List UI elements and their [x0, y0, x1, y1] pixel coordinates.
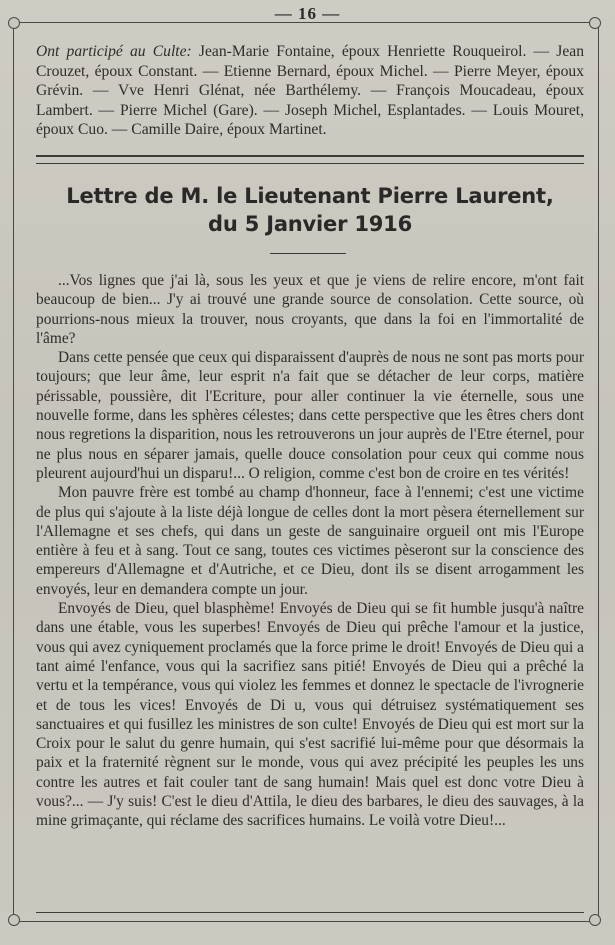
frame-corner-ornament [8, 914, 20, 926]
title-underline [270, 253, 346, 254]
letter-body [36, 271, 584, 831]
double-divider [36, 155, 584, 164]
frame-corner-ornament [8, 17, 20, 29]
letter-paragraph: ...Vos lignes que j'ai là, sous les yeux et que je viens de relire encore, m'ont fait beaucoup de bien... J'y ai trouvé une grande source de consolation. Cette source, où pourrions-nous mieux la trouver, nous croyants, que dans la foi en l'immortalité de l'âme? [36, 272, 584, 347]
page-number: — 16 — [274, 4, 341, 23]
letter-paragraph: Mon pauvre frère est tombé au champ d'honneur, face à l'ennemi; c'est une victime de plus qui s'ajoute à la liste déjà longue de celles dont la mort pèsera éternellement sur l'Allemagne et ses chefs, qui dans un geste de sanguinaire orgueil ont mis l'Europe entière à feu et à sang. Tout ce sang, toutes ces victimes pèseront sur la conscience des empereurs d'Allemagne et d'Autriche, et ce Dieu, dont ils se disent arrogamment les envoyés, leur en demandera compte un jour. [36, 484, 584, 598]
participants-list [36, 42, 584, 140]
participants-lead: Ont participé au Culte: [36, 43, 192, 60]
frame-corner-ornament [589, 17, 601, 29]
letter-title-line-2: du 5 Janvier 1916 [208, 212, 412, 236]
frame-corner-ornament [589, 914, 601, 926]
letter-paragraph: Dans cette pensée que ceux qui disparaissent d'auprès de nous ne sont pas morts pour toujours; que leur âme, leur esprit n'a fait que se détacher de leur corps, matière périssable, poussière, dit l'Ecriture, pour aller continuer la vie éternelle, sous une nouvelle forme, dans les sphères célestes; dans cette perspective que les êtres chers dont nous regretions la disparition, nous les retrouverons un jour auprès de l'Etre éternel, pour ne plus nous en séparer jamais, quelle douce consolation pour ceux qui comme nous pleurent aujourd'hui un disparu!... O religion, comme c'est bon de croire en tes vérités! [36, 349, 584, 482]
bottom-divider [36, 912, 584, 913]
participants-names: Jean-Marie Fontaine, époux Henriette Rouqueirol. — Jean Crouzet, époux Constant. — Etienne Bernard, époux Michel. — Pierre Meyer, époux Grévin. — Vve Henri Glénat, née Barthélemy. — François Moucadeau, époux Lambert. — Pierre Michel (Gare). — Joseph Michel, Esplantades. — Louis Mouret, époux Cuo. — Camille Daire, époux Martinet. [36, 43, 584, 138]
letter-title [36, 182, 584, 238]
letter-paragraph: Envoyés de Dieu, quel blasphème! Envoyés de Dieu qui se fit humble jusqu'à naître dans une étable, vous les superbes! Envoyés de Dieu qui prêche l'amour et la justice, vous qui avez cyniquement proclamés que la force prime le droit! Envoyés de Dieu qui a tant aimé l'enfance, vous qui la sacrifiez sans pitié! Envoyés de Dieu qui a prêché la vertu et la tempérance, vous qui violez les femmes et donnez le spectacle de l'ivrognerie et de tous les vices! Envoyés de Di u, vous qui détruisez systématiquement ses sanctuaires et qui fusillez les ministres de son culte! Envoyés de Dieu qui est mort sur la Croix pour le salut du genre humain, qui s'est sacrifié lui-même pour que désormais la paix et la fraternité règnent sur le monde, vous qui avez précipité les peuples les uns contre les autres et fait couler tant de sang humain! Mais quel est donc votre Dieu à vous?... — J'y suis! C'est le dieu d'Attila, le dieu des barbares, le dieu des sauvages, à la mine grimaçante, qui réclame des sacrifices humains. Le voilà votre Dieu!... [36, 600, 584, 830]
letter-title-line-1: Lettre de M. le Lieutenant Pierre Laurent, [66, 184, 554, 208]
